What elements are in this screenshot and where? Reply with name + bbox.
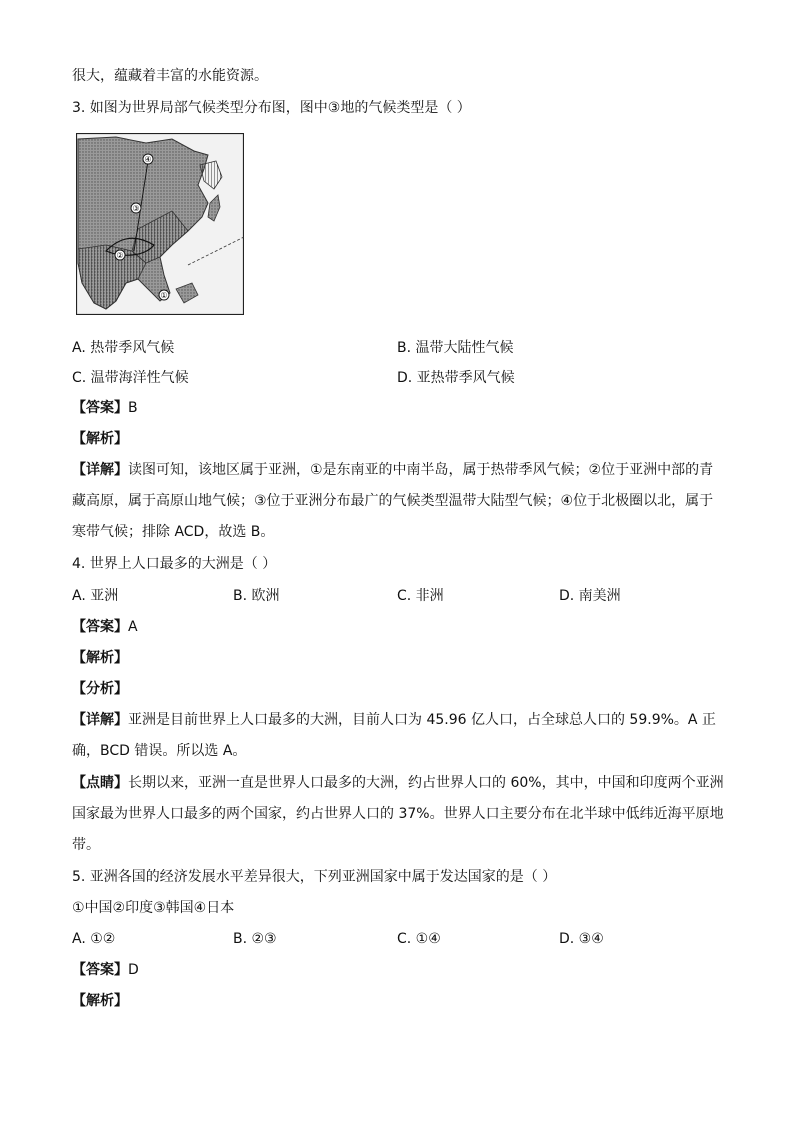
answer-tag: 【答案】 [72,400,128,416]
tip-tag: 【点睛】 [72,775,128,791]
option-c: C. 温带海洋性气候 [72,370,189,386]
climate-map [76,133,244,315]
question-3: 3. 如图为世界局部气候类型分布图，图中③地的气候类型是（ ） [72,100,471,116]
svg-text:①: ① [160,291,168,300]
answer-value: A [128,619,138,635]
analysis-heading: 【解析】 [72,431,128,447]
tip-line: 国家最为世界人口最多的两个国家，约占世界人口的 37%。世界人口主要分布在北半球中低纬近海平原地 [72,806,724,822]
analysis-heading: 【解析】 [72,650,128,666]
option-c: C. 非洲 [397,588,444,604]
marker-2 [115,250,125,260]
explanation-line: 确，BCD 错误。所以选 A。 [72,743,247,759]
option-d: D. 南美洲 [559,588,621,604]
text-line: 很大，蕴藏着丰富的水能资源。 [72,68,268,84]
explanation-tag: 【详解】 [72,462,128,478]
tip-line [72,773,724,793]
explanation-line [72,710,716,730]
option-b: B. ②③ [233,931,277,947]
question-5-statements: ①中国②印度③韩国④日本 [72,900,235,916]
option-b: B. 欧洲 [233,588,280,604]
marker-4 [143,154,153,164]
marker-3 [131,203,141,213]
tip-text: 长期以来，亚洲一直是世界人口最多的大洲，约占世界人口的 60%，其中，中国和印度两个亚洲 [128,775,724,791]
option-c: C. ①④ [397,931,441,947]
option-b: B. 温带大陆性气候 [397,340,514,356]
question-4: 4. 世界上人口最多的大洲是（ ） [72,556,277,572]
tip-line: 带。 [72,837,100,853]
answer-tag: 【答案】 [72,619,128,635]
option-d: D. ③④ [559,931,604,947]
explanation-text: 亚洲是目前世界上人口最多的大洲，目前人口为 45.96 亿人口，占全球总人口的 59.9%。A 正 [128,712,716,728]
option-a: A. 亚洲 [72,588,119,604]
analysis-subheading: 【分析】 [72,681,128,697]
option-a: A. 热带季风气候 [72,340,175,356]
marker-1 [159,290,169,300]
explanation-line: 藏高原，属于高原山地气候；③位于亚洲分布最广的气候类型温带大陆型气候；④位于北极圈以北，属于 [72,493,714,509]
option-a: A. ①② [72,931,116,947]
svg-text:②: ② [116,251,124,260]
option-d: D. 亚热带季风气候 [397,370,515,386]
svg-text:③: ③ [132,204,140,213]
answer-tag: 【答案】 [72,962,128,978]
answer-line [72,960,139,980]
explanation-line [72,460,713,480]
analysis-heading: 【解析】 [72,993,128,1009]
explanation-text: 读图可知，该地区属于亚洲，①是东南亚的中南半岛，属于热带季风气候；②位于亚洲中部的青 [128,462,714,478]
answer-value: D [128,962,139,978]
explanation-tag: 【详解】 [72,712,128,728]
answer-line [72,617,138,637]
answer-line [72,398,138,418]
question-5: 5. 亚洲各国的经济发展水平差异很大，下列亚洲国家中属于发达国家的是（ ） [72,869,557,885]
explanation-line: 寒带气候；排除 ACD，故选 B。 [72,524,275,540]
answer-value: B [128,400,138,416]
svg-text:④: ④ [144,155,152,164]
